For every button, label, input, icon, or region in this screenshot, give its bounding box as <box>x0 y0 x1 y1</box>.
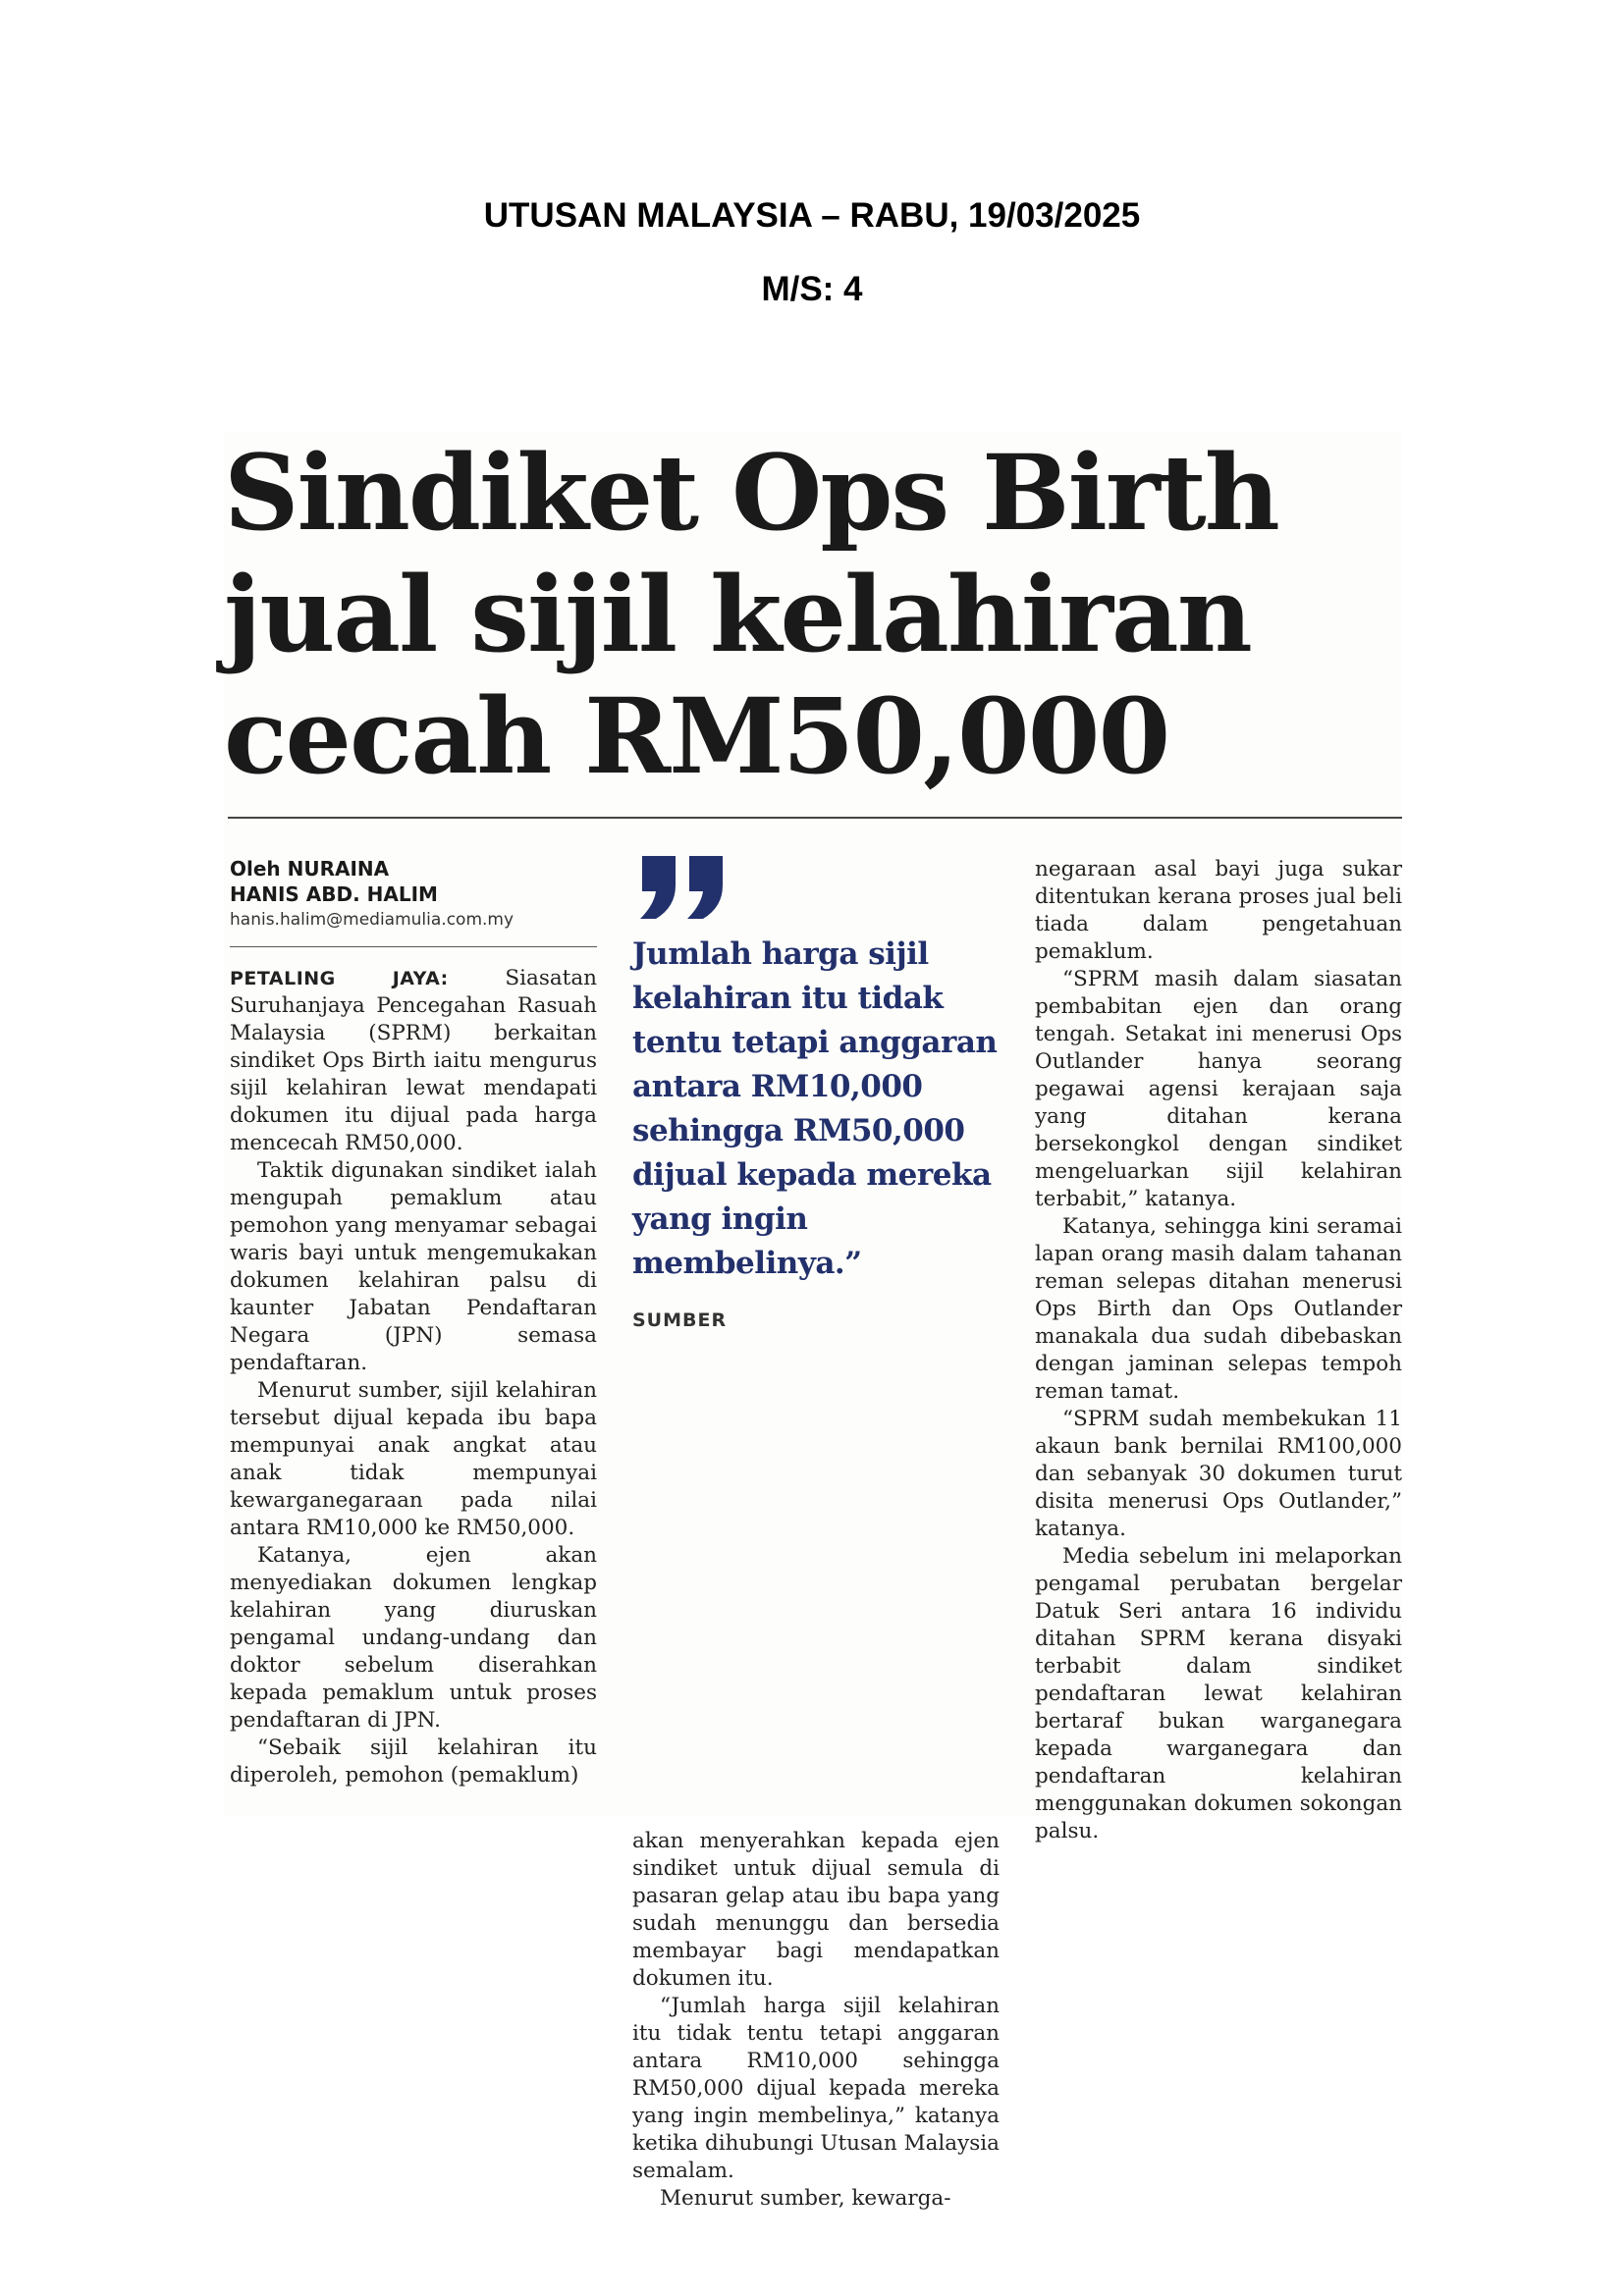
paragraph-text: Siasatan Suruhanjaya Pencegahan Rasuah Malaysia (SPRM) berkaitan sindiket Ops Birth iaitu mengurus sijil kelahiran lewat mendapati dokumen itu dijual pada harga mencecah RM50,000. <box>230 966 597 1155</box>
paragraph: “SPRM sudah membekukan 11 akaun bank bernilai RM100,000 dan sebanyak 30 dokumen turut disita menerusi Ops Outlander,” katanya. <box>1035 1407 1402 1541</box>
headline-line-3: cecah RM50,000 <box>224 674 1169 797</box>
byline-author-1: Oleh NURAINA <box>230 857 390 881</box>
headline-line-2: jual sijil kelahiran <box>224 553 1251 675</box>
article-column-2 <box>632 856 1000 2211</box>
pull-quote-source: SUMBER <box>632 1309 728 1331</box>
column-3-text <box>1035 856 1402 1845</box>
article-headline <box>224 432 1402 797</box>
paragraph <box>230 965 597 1157</box>
column-1-text <box>230 965 597 1789</box>
article-column-3 <box>1035 856 1402 1845</box>
column-2-text <box>632 1828 1000 2213</box>
paragraph: negaraan asal bayi juga sukar ditentukan kerana proses jual beli tiada dalam pengetahuan pemaklum. <box>1035 857 1402 964</box>
paragraph: Taktik digunakan sindiket ialah mengupah pemaklum atau pemohon yang menyamar sebagai waris bayi untuk mengemukakan dokumen kelahiran palsu di kaunter Jabatan Pendaftaran Negara (JPN) semasa pendaftaran. <box>230 1158 597 1375</box>
dateline: PETALING JAYA: <box>230 968 449 989</box>
page-header-title: UTUSAN MALAYSIA – RABU, 19/03/2025 <box>483 196 1141 235</box>
paragraph: Media sebelum ini melaporkan pengamal perubatan bergelar Datuk Seri antara 16 individu ditahan SPRM kerana disyaki terbabit dalam sindiket pendaftaran lewat kelahiran bertaraf bukan warganegara kepada warganegara dan pendaftaran kelahiran menggunakan dokumen sokongan palsu. <box>1035 1544 1402 1843</box>
newspaper-clipping <box>224 431 1402 2211</box>
paragraph: “Jumlah harga sijil kelahiran itu tidak tentu tetapi anggaran antara RM10,000 sehingga RM50,000 dijual kepada mereka yang ingin membelinya,” katanya ketika dihubungi Utusan Malaysia semalam. <box>632 1994 1000 2183</box>
paragraph: Katanya, sehingga kini seramai lapan orang masih dalam tahanan reman selepas ditahan menerusi Ops Birth dan Ops Outlander manakala dua sudah dibebaskan dengan jaminan selepas tempoh reman tamat. <box>1035 1214 1402 1404</box>
paragraph: Menurut sumber, kewarga- <box>660 2186 951 2211</box>
pull-quote: Jumlah harga sijil kelahiran itu tidak tentu tetapi anggaran antara RM10,000 sehingga RM50,000 dijual kepada mereka yang ingin membelinya.” <box>632 936 998 1281</box>
headline-line-1: Sindiket Ops Birth <box>224 431 1278 554</box>
paragraph: “Sebaik sijil kelahiran itu diperoleh, pemohon (pemaklum) <box>230 1735 597 1788</box>
byline-email: hanis.halim@mediamulia.com.my <box>230 910 514 930</box>
byline-author-2: HANIS ABD. HALIM <box>230 882 438 906</box>
paragraph: akan menyerahkan kepada ejen sindiket untuk dijual semula di pasaran gelap atau ibu bapa yang sudah menunggu dan bersedia membayar bagi mendapatkan dokumen itu. <box>632 1829 1000 1991</box>
headline-divider <box>228 817 1402 819</box>
quote-mark-icon <box>632 856 727 919</box>
byline-divider <box>230 946 597 947</box>
paragraph: “SPRM masih dalam siasatan pembabitan ejen dan orang tengah. Setakat ini menerusi Ops Outlander hanya seorang pegawai agensi kerajaan saja yang ditahan kerana bersekongkol dengan sindiket mengeluarkan sijil kelahiran terbabit,” katanya. <box>1035 967 1402 1211</box>
paragraph: Katanya, ejen akan menyediakan dokumen lengkap kelahiran yang diuruskan pengamal undang-undang dan doktor sebelum diserahkan kepada pemaklum untuk proses pendaftaran di JPN. <box>230 1543 597 1733</box>
byline <box>230 856 597 933</box>
paragraph: Menurut sumber, sijil kelahiran tersebut dijual kepada ibu bapa mempunyai anak angkat atau anak tidak mempunyai kewarganegaraan pada nilai antara RM10,000 ke RM50,000. <box>230 1378 597 1540</box>
article-column-1 <box>230 856 597 1789</box>
page-number-label: M/S: 4 <box>761 270 863 308</box>
